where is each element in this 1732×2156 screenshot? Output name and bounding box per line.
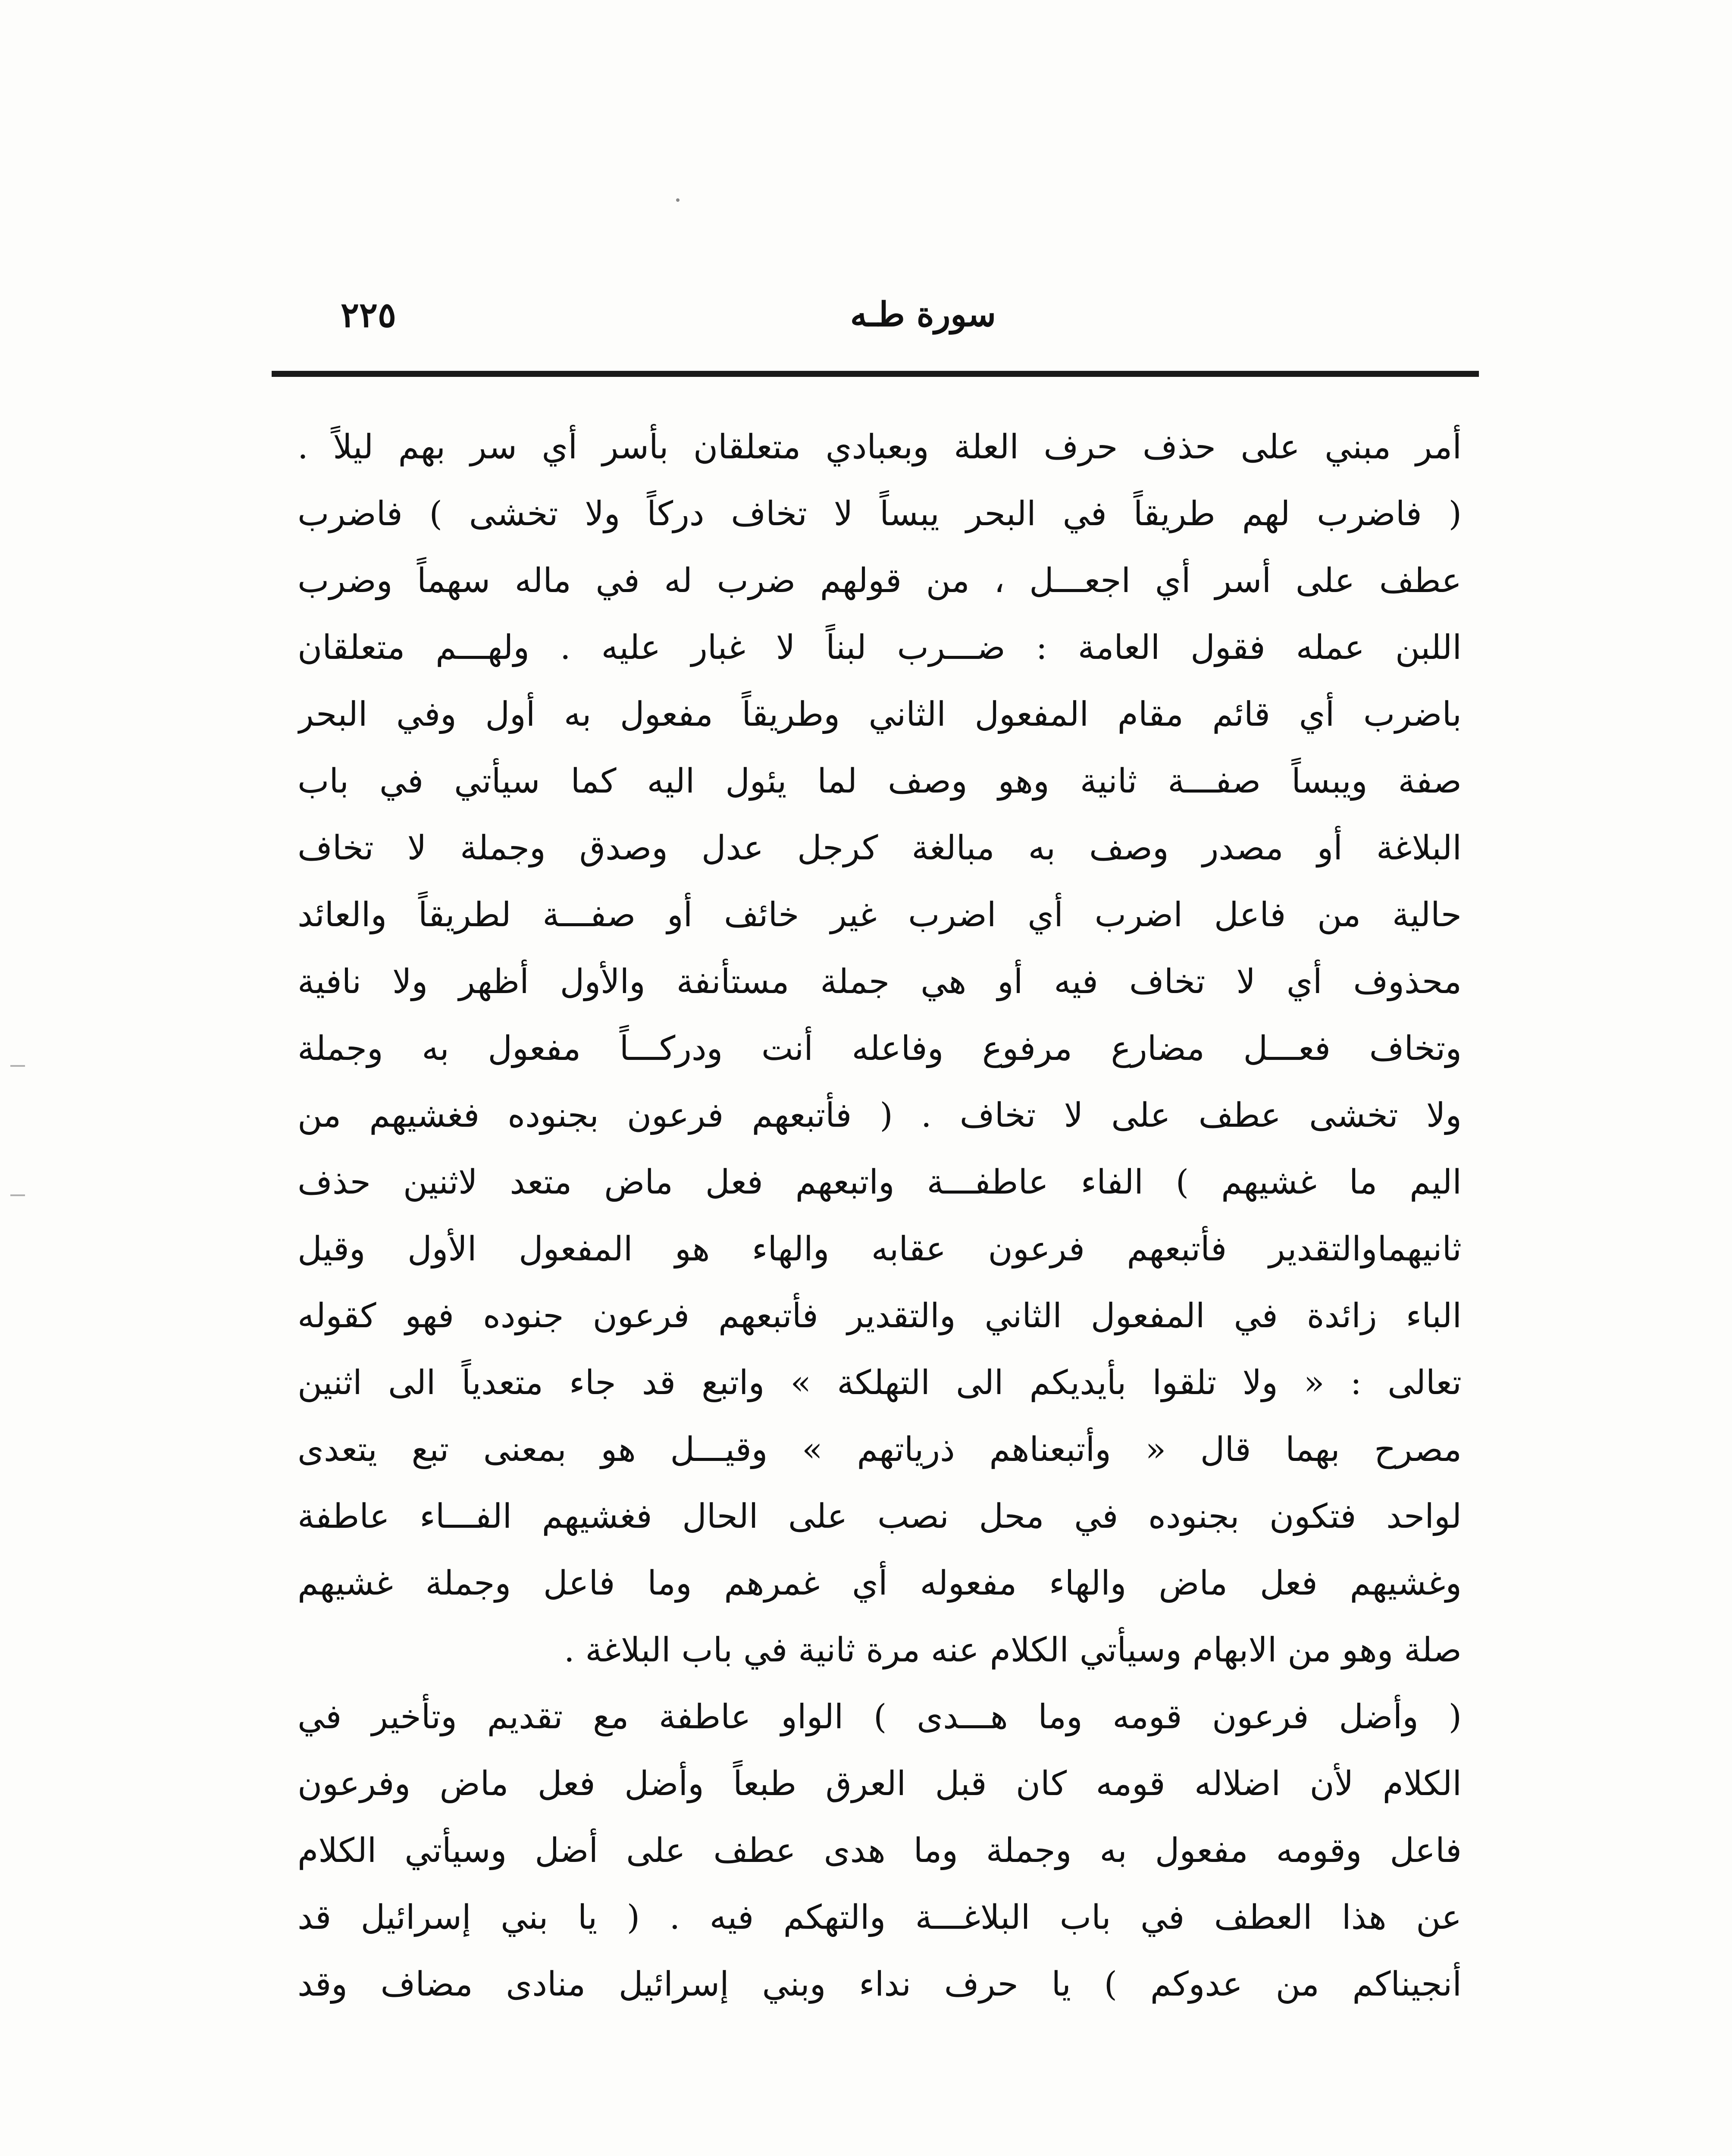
- text-line: صفة ويبساً صفـــة ثانية وهو وصف لما يئول اليه كما سيأتي في باب: [298, 762, 1462, 801]
- scan-speck: [676, 198, 680, 202]
- text-line: أمر مبني على حذف حرف العلة وبعبادي متعلقان بأسر أي سر بهم ليلاً .: [298, 428, 1462, 467]
- text-line: باضرب أي قائم مقام المفعول الثاني وطريقاً مفعول به أول وفي البحر: [298, 695, 1462, 734]
- text-line: الباء زائدة في المفعول الثاني والتقدير فأتبعهم فرعون جنوده فهو كقوله: [298, 1297, 1462, 1335]
- text-line: الكلام لأن اضلاله قومه كان قبل العرق طبعاً وأضل فعل ماض وفرعون: [298, 1764, 1462, 1803]
- text-line: ولا تخشى عطف على لا تخاف . ( فأتبعهم فرعون بجنوده فغشيهم من: [298, 1096, 1462, 1135]
- surah-title: سورة طـه: [850, 295, 996, 334]
- text-line: اليم ما غشيهم ) الفاء عاطفـــة واتبعهم فعل ماض متعد لاثنين حذف: [298, 1163, 1462, 1202]
- text-line: مصرح بهما قال « وأتبعناهم ذرياتهم » وقيـــل هو بمعنى تبع يتعدى: [298, 1430, 1462, 1469]
- text-line: ( فاضرب لهم طريقاً في البحر يبساً لا تخاف دركاً ولا تخشى ) فاضرب: [298, 495, 1462, 533]
- text-line: صلة وهو من الابهام وسيأتي الكلام عنه مرة ثانية في باب البلاغة .: [564, 1631, 1462, 1670]
- text-line: وغشيهم فعل ماض والهاء مفعوله أي غمرهم وما فاعل وجملة غشيهم: [298, 1564, 1462, 1603]
- text-line: ثانيهماوالتقدير فأتبعهم فرعون عقابه والهاء هو المفعول الأول وقيل: [298, 1230, 1462, 1269]
- text-line: لواحد فتكون بجنوده في محل نصب على الحال فغشيهم الفـــاء عاطفة: [298, 1497, 1462, 1536]
- text-line: وتخاف فعـــل مضارع مرفوع وفاعله أنت ودركـــاً مفعول به وجملة: [298, 1029, 1462, 1068]
- margin-scan-mark: [10, 1065, 25, 1067]
- text-line: البلاغة أو مصدر وصف به مبالغة كرجل عدل وصدق وجملة لا تخاف: [298, 829, 1462, 868]
- header-rule: [272, 371, 1479, 377]
- body-text: [298, 414, 1462, 2018]
- page-number: ٢٢٥: [341, 295, 396, 335]
- margin-scan-mark: [10, 1194, 25, 1196]
- text-line: عن هذا العطف في باب البلاغـــة والتهكم فيه . ( يا بني إسرائيل قد: [298, 1898, 1462, 1937]
- text-line: محذوف أي لا تخاف فيه أو هي جملة مستأنفة والأول أظهر ولا نافية: [298, 962, 1462, 1001]
- text-line: حالية من فاعل اضرب أي اضرب غير خائف أو صفـــة لطريقاً والعائد: [298, 896, 1462, 934]
- text-line: ( وأضل فرعون قومه وما هـــدى ) الواو عاطفة مع تقديم وتأخير في: [298, 1698, 1462, 1736]
- text-line: تعالى : « ولا تلقوا بأيديكم الى التهلكة » واتبع قد جاء متعدياً الى اثنين: [298, 1363, 1462, 1402]
- text-line: اللبن عمله فقول العامة : ضـــرب لبناً لا غبار عليه . ولهـــم متعلقان: [298, 628, 1462, 667]
- text-line: عطف على أسر أي اجعـــل ، من قولهم ضرب له في ماله سهماً وضرب: [298, 561, 1462, 600]
- text-line: فاعل وقومه مفعول به وجملة وما هدى عطف على أضل وسيأتي الكلام: [298, 1831, 1462, 1870]
- running-head: [272, 285, 1479, 345]
- text-line: أنجيناكم من عدوكم ) يا حرف نداء وبني إسرائيل منادى مضاف وقد: [298, 1965, 1462, 2004]
